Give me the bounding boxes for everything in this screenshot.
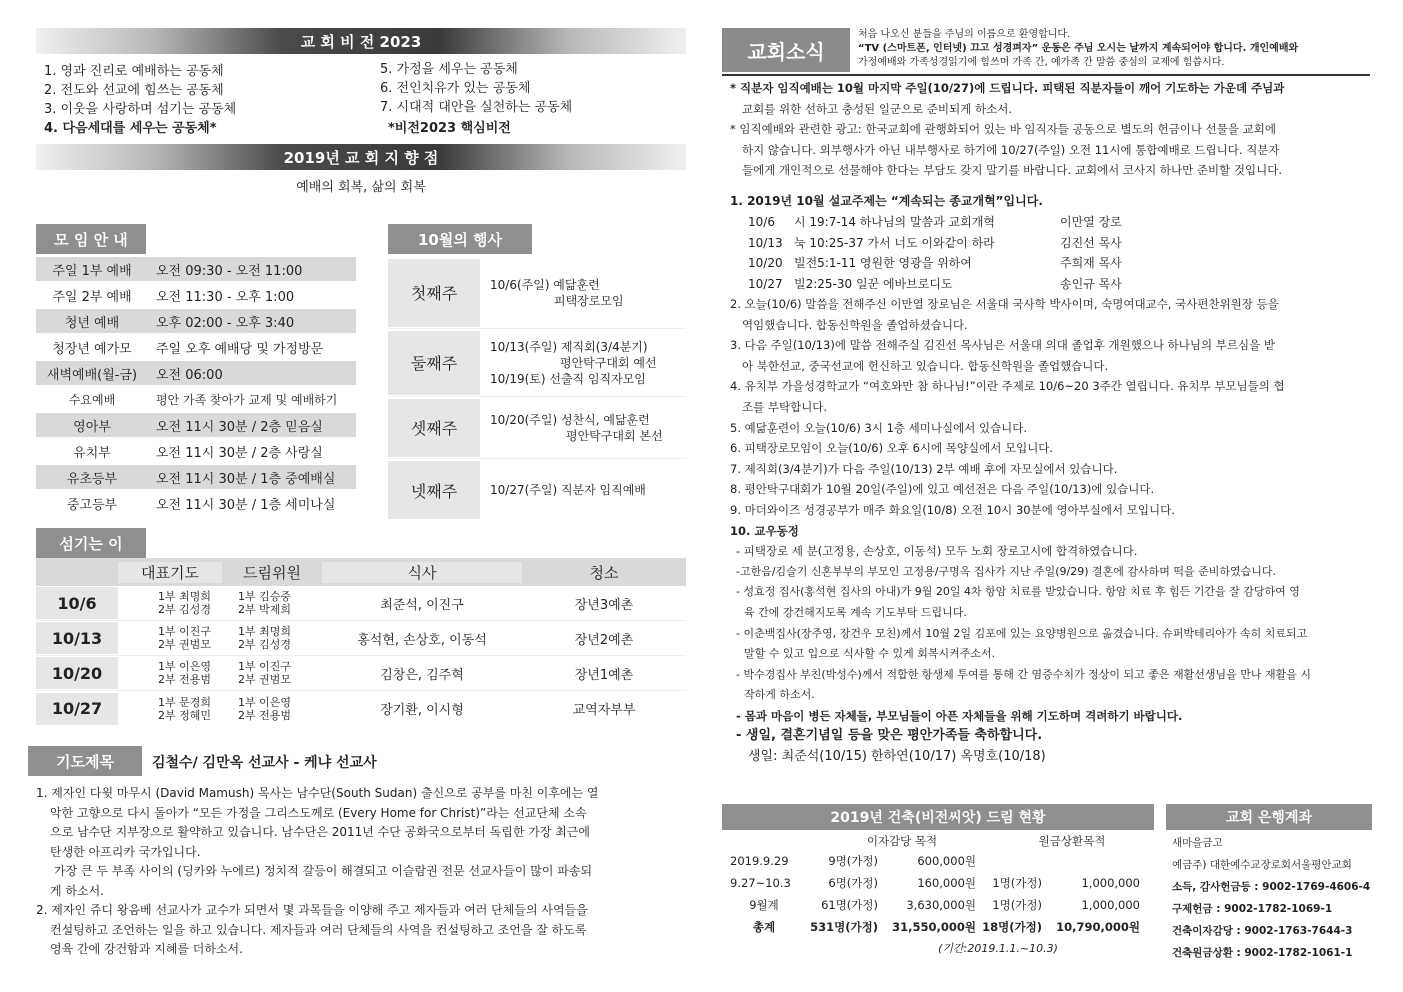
vision-banner xyxy=(36,28,686,54)
servers-row xyxy=(36,691,686,726)
servers-prayer-line: 1부 이진구 xyxy=(158,625,211,638)
servers-meal: 김창은, 김주혁 xyxy=(380,667,464,683)
building-header-row xyxy=(722,832,1154,850)
servers-date: 10/13 xyxy=(36,622,118,654)
servers-row xyxy=(36,621,686,656)
servers-dream-line: 2부 김성경 xyxy=(238,638,291,651)
servers-row xyxy=(36,586,686,621)
servers-dream-line: 2부 전용범 xyxy=(238,708,291,722)
servers-prayer-line: 2부 김성경 xyxy=(158,603,211,616)
vision-list-right xyxy=(380,60,572,138)
news-items xyxy=(730,294,1370,768)
building-period: 총계 xyxy=(752,920,776,934)
sermon-row xyxy=(748,253,1368,274)
vision-item: 6. 전인치유가 있는 공동체 xyxy=(380,81,531,96)
bank-account: 소득, 감사헌금등 : 9002-1769-4606-4 xyxy=(1172,881,1371,893)
direction-banner xyxy=(36,144,686,170)
building-amount-b: 10,790,000원 xyxy=(1056,920,1140,934)
meeting-time: 오전 09:30 - 오전 11:00 xyxy=(156,263,303,279)
bank-heading xyxy=(1166,804,1372,830)
sermon-row xyxy=(748,274,1368,295)
servers-dream-line: 2부 권범모 xyxy=(238,673,291,686)
meeting-row xyxy=(36,413,356,437)
prayer-line: 으로 남수단 지부장으로 활약하고 있습니다. 남수단은 2011년 수단 공화국으로부터 독립한 가장 최근에 xyxy=(50,825,590,839)
week-event: 10/6(주일) 예닮훈련 xyxy=(490,277,600,292)
meeting-time: 오전 06:00 xyxy=(156,367,223,383)
sermon-text: 빌전5:1-11 영원한 영광을 위하여 xyxy=(794,256,972,270)
news-item: 역임했습니다. 합동신학원을 졸업하셨습니다. xyxy=(742,317,968,332)
meeting-time: 오전 11시 30분 / 1층 중예배실 xyxy=(156,471,336,487)
meeting-time: 오전 11시 30분 / 2층 믿음실 xyxy=(156,419,323,435)
servers-prayer xyxy=(118,660,222,686)
meeting-name: 영아부 xyxy=(73,419,111,435)
vision-list-left xyxy=(44,62,236,138)
servers-dream-line: 1부 이진구 xyxy=(238,660,291,673)
news-notices xyxy=(730,78,1370,181)
news-item: 6. 피택장로모임이 오늘(10/6) 오후 6시에 목양실에서 모입니다. xyxy=(730,441,1054,456)
news-item: - 생일, 결혼기념일 등을 맞은 평안가족들 축하합니다. xyxy=(736,728,1043,744)
servers-header-cell: 식사 xyxy=(322,562,522,583)
building-period-note: (기간:2019.1.1.~10.3) xyxy=(938,942,1058,955)
october-heading xyxy=(388,224,532,254)
servers-dream-line: 1부 이은영 xyxy=(238,695,291,709)
prayer-line: 가장 큰 두 부족 사이의 (딩카와 누에르) 정치적 갈등이 해결되고 이슬람권 전문 선교사들이 많이 파송되 xyxy=(54,864,593,878)
news-item: 3. 다음 주일(10/13)에 말씀 전해주실 김진선 목사님은 서울대 의대 졸업후 개원했으나 하나님의 부르심을 받 xyxy=(730,338,1275,353)
building-count-a: 61명(가정) xyxy=(821,898,878,912)
servers-meal: 장기환, 이시형 xyxy=(380,703,464,718)
news-item: - 이춘백집사(장주영, 장건우 모친)께서 10월 2일 김포에 있는 요양병원으로 옮겼습니다. 슈퍼박테리아가 속히 치료되고 xyxy=(736,626,1308,640)
sermon-text: 빌2:25-30 일꾼 에바브로디도 xyxy=(794,276,953,291)
week-events xyxy=(480,339,657,387)
october-week xyxy=(388,257,686,329)
prayer-subtitle: 김철수/ 김만옥 선교사 - 케냐 선교사 xyxy=(152,755,377,771)
sermon-date: 10/13 xyxy=(748,235,783,250)
meeting-name: 주일 1부 예배 xyxy=(52,263,132,279)
bank-line: 새마을금고 xyxy=(1172,837,1223,849)
building-row xyxy=(722,872,1154,894)
building-count-a: 531명(가정) xyxy=(810,920,878,934)
news-heading xyxy=(722,28,850,72)
october-week xyxy=(388,459,686,521)
servers-prayer-line: 1부 문경희 xyxy=(158,695,211,709)
building-count-b: 1명(가정) xyxy=(992,876,1042,890)
vision-item: 5. 가정을 세우는 공동체 xyxy=(380,62,518,77)
direction-title: 2019년 교 회 지 향 점 xyxy=(283,148,439,167)
sermon-speaker: 주희재 목사 xyxy=(1060,256,1122,270)
bank-account: 구제헌금 : 9002-1782-1069-1 xyxy=(1172,903,1333,915)
servers-clean: 교역자부부 xyxy=(572,703,636,718)
building-total-row xyxy=(722,916,1154,938)
notice-line: 들에게 개인적으로 선물해야 한다는 부담도 갖지 말기를 바랍니다. 교회에서 코사지 하나만 준비할 것입니다. xyxy=(742,163,1282,177)
building-row xyxy=(722,894,1154,916)
bank-info xyxy=(1172,832,1372,964)
meeting-name: 새벽예배(월-금) xyxy=(46,367,138,383)
week-label: 둘째주 xyxy=(388,331,480,395)
servers-prayer-line: 1부 이은영 xyxy=(158,660,211,673)
prayer-line: 컨설팅하고 조언하는 일을 하고 있습니다. 제자들과 여러 단체들의 사역을 컨설팅하고 조언을 잘 하도록 xyxy=(50,922,587,937)
building-period: 9월계 xyxy=(749,898,779,912)
meeting-row xyxy=(36,439,356,463)
news-item: 4. 유치부 가을성경학교가 “여호와만 참 하나님!”이란 주제로 10/6~20 3주간 열립니다. 유치부 부모님들의 협 xyxy=(730,379,1285,394)
prayer-line: 게 하소서. xyxy=(50,883,104,898)
servers-header-cell: 청소 xyxy=(589,563,619,582)
news-item: -고한음/김슬기 신혼부부의 부모인 고정용/구명옥 집사가 지난 주일(9/29) 결혼에 감사하며 떡을 준비하였습니다. xyxy=(736,564,1277,578)
servers-prayer-line: 2부 정혜민 xyxy=(158,708,211,722)
meeting-time: 주일 오후 예배당 및 가정방문 xyxy=(156,341,324,357)
prayer-body xyxy=(36,784,676,960)
week-events xyxy=(480,277,624,309)
bank-account: 건축원금상환 : 9002-1782-1061-1 xyxy=(1172,947,1353,959)
sermon-speaker: 김진선 목사 xyxy=(1060,235,1122,250)
bank-account: 건축이자감당 : 9002-1763-7644-3 xyxy=(1172,925,1353,937)
meetings-table xyxy=(36,257,356,515)
week-event: 평안탁구대회 본선 xyxy=(566,428,663,443)
october-week xyxy=(388,329,686,397)
sermon-speaker: 이만열 장로 xyxy=(1060,215,1122,229)
notice-line: * 임직예배와 관련한 광고: 한국교회에 관행화되어 있는 바 임직자들 공동으로 별도의 헌금이나 선물을 교회에 xyxy=(730,122,1276,136)
october-week xyxy=(388,397,686,459)
building-col-a: 이자감당 목적 xyxy=(866,834,938,848)
week-event: 10/20(주일) 성찬식, 예닮훈련 xyxy=(490,412,650,427)
meetings-heading xyxy=(36,224,146,254)
servers-dream-line: 1부 최명희 xyxy=(238,625,291,638)
sermon-row xyxy=(748,233,1368,254)
meeting-name: 중고등부 xyxy=(66,497,118,513)
news-intro-line: “TV (스마트폰, 인터넷) 끄고 성경펴자” 운동은 주님 오시는 날까지 계속되어야 합니다. 개인예배와 xyxy=(858,43,1299,54)
servers-dream xyxy=(222,696,322,722)
meeting-row xyxy=(36,491,356,515)
servers-prayer-line: 2부 권범모 xyxy=(158,638,211,651)
direction-text: 예배의 회복, 삶의 회복 xyxy=(296,180,426,195)
servers-header-row xyxy=(36,558,686,586)
news-item: 5. 예닮훈련이 오늘(10/6) 3시 1층 세미나실에서 있습니다. xyxy=(730,420,1028,435)
servers-clean: 장년2예촌 xyxy=(574,632,634,648)
servers-prayer-line: 2부 전용범 xyxy=(158,673,211,686)
week-events xyxy=(480,412,663,444)
servers-date: 10/27 xyxy=(36,693,118,725)
sermon-speaker: 송인규 목사 xyxy=(1060,276,1122,291)
meeting-row xyxy=(36,335,356,359)
servers-dream-line: 2부 박제희 xyxy=(238,603,291,616)
prayer-line: 악한 고향으로 다시 돌아가 “모든 가정을 그리스도께로 (Every Home for Christ)”라는 선교단체 소속 xyxy=(50,805,587,820)
meeting-name: 유치부 xyxy=(73,445,111,461)
servers-meal: 최준석, 이진구 xyxy=(380,597,464,613)
news-divider xyxy=(722,74,1370,76)
sermon-title: 1. 2019년 10월 설교주제는 “계속되는 종교개혁”입니다. xyxy=(730,194,1043,208)
prayer-title: 기도제목 xyxy=(56,752,114,771)
news-item: - 박수경집사 부친(박성수)께서 적합한 항생제 투여를 통해 간 염증수치가 정상이 되고 좋은 재활선생님을 만나 재활을 시 xyxy=(736,667,1312,681)
building-amount-a: 3,630,000원 xyxy=(906,898,976,912)
vision-item: 1. 영과 진리로 예배하는 공동체 xyxy=(44,64,224,79)
servers-meal: 홍석현, 손상호, 이동석 xyxy=(357,632,487,648)
news-title: 교회소식 xyxy=(747,39,825,64)
building-count-b: 18명(가정) xyxy=(982,920,1042,934)
servers-prayer xyxy=(118,625,222,651)
week-label: 넷째주 xyxy=(388,461,480,519)
news-item: 말할 수 있고 입으로 식사할 수 있게 회복시켜주소서. xyxy=(744,647,996,661)
vision-title: 교 회 비 전 2023 xyxy=(300,32,422,51)
week-label: 첫째주 xyxy=(388,259,480,327)
building-table xyxy=(722,832,1154,956)
news-intro-line: 처음 나오신 분들을 주님의 이름으로 환영합니다. xyxy=(858,29,1071,40)
building-amount-a: 600,000원 xyxy=(917,854,976,868)
vision-item: 3. 이웃을 사랑하며 섬기는 공동체 xyxy=(44,102,237,117)
building-amount-a: 31,550,000원 xyxy=(892,920,976,934)
building-amount-b: 1,000,000 xyxy=(1081,898,1140,912)
meeting-row xyxy=(36,283,356,307)
building-row xyxy=(722,850,1154,872)
news-item: - 성효정 집사(홍석현 집사의 아내)가 9월 20일 4차 항암 치료를 받았습니다. 항암 치료 후 힘든 기간을 잘 감당하여 영 xyxy=(736,585,1300,599)
servers-table xyxy=(36,558,686,726)
sermon-date: 10/6 xyxy=(748,215,775,229)
week-event: 10/27(주일) 직분자 임직예배 xyxy=(490,483,646,497)
building-period: 9.27~10.3 xyxy=(730,876,791,890)
prayer-line: 1. 제자인 다윗 마무시 (David Mamush) 목사는 남수단(South Sudan) 출신으로 공부를 마친 이후에는 열 xyxy=(36,786,599,800)
news-item: - 몸과 마음이 병든 자체들, 부모님들이 아픈 자체들을 위해 기도하며 격려하기 바랍니다. xyxy=(736,708,1183,723)
building-amount-b: 1,000,000 xyxy=(1081,876,1140,890)
building-count-a: 6명(가정) xyxy=(828,876,878,890)
servers-dream-line: 1부 김승중 xyxy=(238,590,291,603)
news-item: 8. 평안탁구대회가 10월 20일(주일)에 있고 예선전은 다음 주일(10/13)에 있습니다. xyxy=(730,482,1155,497)
news-intro-line: 가정예배와 가족성경읽기에 힘쓰며 가족 간, 예가족 간 말씀 중심의 교제에 힘씁시다. xyxy=(858,57,1225,68)
building-heading xyxy=(722,804,1154,830)
meeting-time: 오후 02:00 - 오후 3:40 xyxy=(156,315,295,331)
news-item: 작하게 하소서. xyxy=(744,688,815,702)
servers-header-cell: 대표기도 xyxy=(118,562,222,583)
prayer-line: 2. 제자인 쥬디 왕음베 선교사가 교수가 되면서 몇 과목들을 이양해 주고 제자들과 여러 단체들의 사역들을 xyxy=(36,903,588,917)
news-item: - 피택장로 세 분(고정용, 손상호, 이동석) 모두 노회 장로고시에 합격하였습니다. xyxy=(736,544,1138,559)
news-item: 10. 교우동정 xyxy=(730,523,799,538)
building-amount-a: 160,000원 xyxy=(917,876,976,890)
vision-item: 4. 다음세대를 세우는 공동체* xyxy=(44,121,217,136)
sermon-row xyxy=(748,212,1368,233)
week-label: 셋째주 xyxy=(388,399,480,457)
prayer-heading xyxy=(28,746,142,776)
vision-core-note: *비전2023 핵심비전 xyxy=(388,121,511,136)
bank-line: 예금주) 대한예수교장로회서울평안교회 xyxy=(1172,859,1352,871)
news-item: 생일: 최준석(10/15) 한하연(10/17) 옥명호(10/18) xyxy=(748,749,1046,765)
news-item: 2. 오늘(10/6) 말씀을 전해주신 이만열 장로님은 서울대 국사학 박사이며, 숙명여대교수, 국사편찬위원장 등을 xyxy=(730,297,1279,311)
meeting-time: 오전 11:30 - 오후 1:00 xyxy=(156,289,295,305)
october-title: 10월의 행사 xyxy=(417,230,503,249)
servers-header-cell: 드림위원 xyxy=(243,563,301,582)
servers-date: 10/6 xyxy=(36,587,118,619)
week-event: 평안탁구대회 예선 xyxy=(560,355,657,370)
servers-prayer xyxy=(118,696,222,722)
servers-clean: 장년1예촌 xyxy=(574,667,634,683)
meeting-name: 유초등부 xyxy=(66,471,118,487)
building-count-a: 9명(가정) xyxy=(828,854,878,868)
notice-line: 교회를 위한 선하고 충성된 일군으로 준비되게 하소서. xyxy=(742,101,1012,116)
meeting-row xyxy=(36,465,356,489)
meeting-row xyxy=(36,387,356,411)
sermon-list xyxy=(748,212,1368,294)
week-events xyxy=(480,482,646,498)
news-item: 아 북한선교, 중국선교에 헌신하고 있습니다. 합동신학원을 졸업했습니다. xyxy=(742,358,1109,373)
meeting-time: 오전 11시 30분 / 1층 세미나실 xyxy=(156,497,336,513)
servers-prayer xyxy=(118,590,222,616)
meeting-row xyxy=(36,361,356,385)
building-col-b: 원금상환목적 xyxy=(1038,834,1106,848)
servers-title: 섬기는 이 xyxy=(59,534,123,553)
meeting-name: 수요예배 xyxy=(68,392,116,407)
week-event: 10/19(토) 선출직 임직자모임 xyxy=(490,371,646,386)
bank-title: 교회 은행계좌 xyxy=(1225,810,1313,826)
notice-line: * 직분자 임직예배는 10월 마지막 주일(10/27)에 드립니다. 피택된 직분자들이 깨어 기도하는 가운데 주님과 xyxy=(730,81,1285,95)
servers-heading xyxy=(36,528,146,558)
meeting-name: 주일 2부 예배 xyxy=(52,289,132,305)
week-event: 10/13(주일) 제직회(3/4분기) xyxy=(490,339,648,354)
notice-line: 하지 않습니다. 외부행사가 아닌 내부행사로 하기에 10/27(주일) 오전 11시에 통합예배로 드립니다. 직분자 xyxy=(742,142,1280,157)
vision-item: 2. 전도와 선교에 힘쓰는 공동체 xyxy=(44,83,224,98)
vision-item: 7. 시대적 대안을 실천하는 공동체 xyxy=(380,100,573,115)
servers-dream xyxy=(222,625,322,651)
building-period: 2019.9.29 xyxy=(730,854,789,868)
servers-dream xyxy=(222,660,322,686)
sermon-date: 10/20 xyxy=(748,256,783,270)
news-item: 육 간에 강건해지도록 계속 기도부탁 드립니다. xyxy=(744,605,967,619)
meeting-row xyxy=(36,257,356,281)
servers-row xyxy=(36,656,686,691)
meeting-row xyxy=(36,309,356,333)
meeting-name: 청년 예배 xyxy=(64,315,120,331)
meeting-time: 평안 가족 찾아가 교제 및 예배하기 xyxy=(156,392,338,407)
news-item: 7. 제직회(3/4분기)가 다음 주일(10/13) 2부 예배 후에 자모실에서 있습니다. xyxy=(730,461,1118,476)
news-item: 9. 마더와이즈 성경공부가 매주 화요일(10/8) 오전 10시 30분에 영아부실에서 모입니다. xyxy=(730,502,1175,517)
servers-date: 10/20 xyxy=(36,657,118,689)
sermon-text: 시 19:7-14 하나님의 말씀과 교회개혁 xyxy=(794,215,995,229)
building-count-b: 1명(가정) xyxy=(992,898,1042,912)
news-intro xyxy=(858,28,1370,70)
meetings-title: 모 임 안 내 xyxy=(54,230,128,249)
prayer-line: 탄생한 아프리카 국가입니다. xyxy=(50,844,201,859)
meeting-name: 청장년 예가모 xyxy=(52,341,132,357)
meeting-time: 오전 11시 30분 / 2층 사랑실 xyxy=(156,445,323,461)
building-title: 2019년 건축(비전씨앗) 드림 현황 xyxy=(830,810,1046,826)
prayer-line: 영육 간에 강건함과 지혜를 더하소서. xyxy=(50,942,243,956)
sermon-text: 눅 10:25-37 가서 너도 이와같이 하라 xyxy=(794,235,995,250)
sermon-date: 10/27 xyxy=(748,276,783,291)
servers-prayer-line: 1부 최명희 xyxy=(158,590,211,603)
week-event: 피택장로모임 xyxy=(554,293,624,308)
october-table xyxy=(388,257,686,521)
news-item: 조를 부탁합니다. xyxy=(742,399,828,414)
servers-clean: 장년3예촌 xyxy=(574,597,634,613)
servers-dream xyxy=(222,590,322,616)
